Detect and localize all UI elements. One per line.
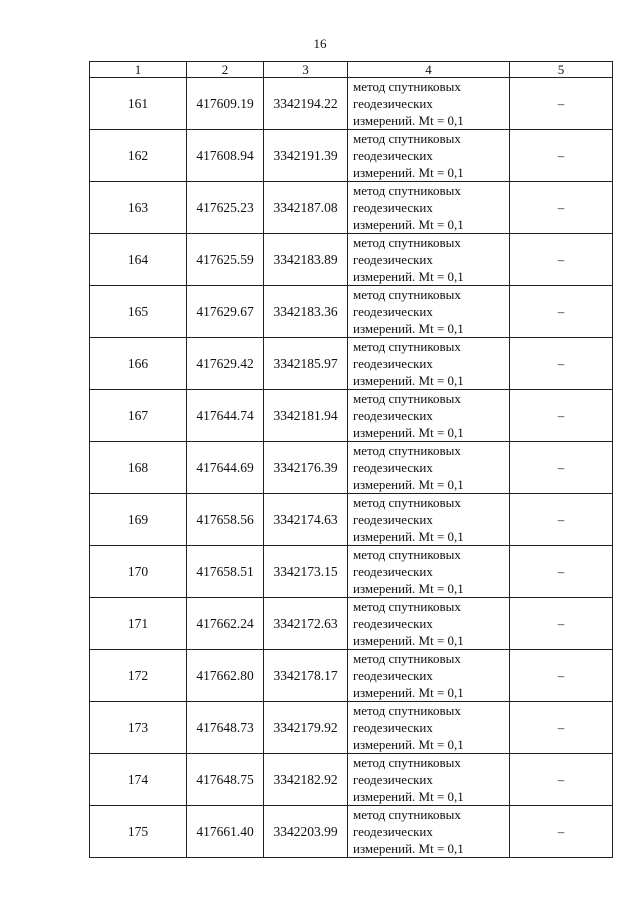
note-cell: – (510, 702, 613, 754)
method-cell (348, 702, 510, 754)
column-header-4: 4 (348, 62, 510, 78)
method-line: геодезических (353, 408, 433, 423)
column-header-2: 2 (187, 62, 264, 78)
method-line: геодезических (353, 616, 433, 631)
method-line: измерений. Mt = 0,1 (353, 633, 464, 648)
method-cell (348, 442, 510, 494)
x-coordinate-cell: 417658.51 (187, 546, 264, 598)
y-coordinate-cell: 3342191.39 (264, 130, 348, 182)
table-row (90, 442, 613, 494)
y-coordinate-cell: 3342182.92 (264, 754, 348, 806)
method-line: измерений. Mt = 0,1 (353, 217, 464, 232)
point-number-cell: 161 (90, 78, 187, 130)
method-line: геодезических (353, 304, 433, 319)
y-coordinate-cell: 3342172.63 (264, 598, 348, 650)
method-line: метод спутниковых (353, 287, 461, 302)
x-coordinate-cell: 417644.74 (187, 390, 264, 442)
y-coordinate-cell: 3342183.89 (264, 234, 348, 286)
y-coordinate-cell: 3342178.17 (264, 650, 348, 702)
table-row (90, 494, 613, 546)
point-number-cell: 163 (90, 182, 187, 234)
table-row (90, 546, 613, 598)
method-line: метод спутниковых (353, 235, 461, 250)
note-cell: – (510, 650, 613, 702)
method-line: измерений. Mt = 0,1 (353, 789, 464, 804)
method-line: геодезических (353, 252, 433, 267)
method-line: метод спутниковых (353, 339, 461, 354)
table-row (90, 806, 613, 858)
method-line: метод спутниковых (353, 703, 461, 718)
x-coordinate-cell: 417661.40 (187, 806, 264, 858)
method-cell (348, 338, 510, 390)
x-coordinate-cell: 417625.59 (187, 234, 264, 286)
y-coordinate-cell: 3342176.39 (264, 442, 348, 494)
y-coordinate-cell: 3342179.92 (264, 702, 348, 754)
x-coordinate-cell: 417658.56 (187, 494, 264, 546)
note-cell: – (510, 338, 613, 390)
method-line: измерений. Mt = 0,1 (353, 477, 464, 492)
method-cell (348, 546, 510, 598)
table-row (90, 702, 613, 754)
method-line: геодезических (353, 96, 433, 111)
method-cell (348, 78, 510, 130)
method-cell (348, 286, 510, 338)
column-header-1: 1 (90, 62, 187, 78)
method-line: геодезических (353, 512, 433, 527)
table-row (90, 598, 613, 650)
method-line: метод спутниковых (353, 79, 461, 94)
x-coordinate-cell: 417629.67 (187, 286, 264, 338)
x-coordinate-cell: 417608.94 (187, 130, 264, 182)
method-line: метод спутниковых (353, 131, 461, 146)
method-cell (348, 182, 510, 234)
method-cell (348, 494, 510, 546)
method-cell (348, 234, 510, 286)
point-number-cell: 166 (90, 338, 187, 390)
point-number-cell: 162 (90, 130, 187, 182)
point-number-cell: 173 (90, 702, 187, 754)
method-line: измерений. Mt = 0,1 (353, 425, 464, 440)
table-row (90, 234, 613, 286)
note-cell: – (510, 754, 613, 806)
y-coordinate-cell: 3342187.08 (264, 182, 348, 234)
table-body (90, 78, 613, 858)
column-header-5: 5 (510, 62, 613, 78)
y-coordinate-cell: 3342181.94 (264, 390, 348, 442)
method-cell (348, 806, 510, 858)
method-line: геодезических (353, 772, 433, 787)
note-cell: – (510, 78, 613, 130)
method-line: измерений. Mt = 0,1 (353, 581, 464, 596)
method-line: геодезических (353, 720, 433, 735)
point-number-cell: 165 (90, 286, 187, 338)
x-coordinate-cell: 417648.73 (187, 702, 264, 754)
y-coordinate-cell: 3342183.36 (264, 286, 348, 338)
method-line: геодезических (353, 148, 433, 163)
note-cell: – (510, 546, 613, 598)
point-number-cell: 175 (90, 806, 187, 858)
note-cell: – (510, 390, 613, 442)
method-line: метод спутниковых (353, 547, 461, 562)
y-coordinate-cell: 3342194.22 (264, 78, 348, 130)
table-header-row (90, 62, 613, 78)
table-row (90, 390, 613, 442)
method-line: геодезических (353, 460, 433, 475)
method-line: измерений. Mt = 0,1 (353, 841, 464, 856)
method-line: измерений. Mt = 0,1 (353, 321, 464, 336)
method-line: метод спутниковых (353, 755, 461, 770)
y-coordinate-cell: 3342174.63 (264, 494, 348, 546)
point-number-cell: 174 (90, 754, 187, 806)
table-row (90, 182, 613, 234)
coordinates-table (89, 61, 613, 858)
note-cell: – (510, 806, 613, 858)
y-coordinate-cell: 3342185.97 (264, 338, 348, 390)
y-coordinate-cell: 3342203.99 (264, 806, 348, 858)
note-cell: – (510, 182, 613, 234)
point-number-cell: 172 (90, 650, 187, 702)
note-cell: – (510, 442, 613, 494)
table-row (90, 338, 613, 390)
method-cell (348, 130, 510, 182)
note-cell: – (510, 598, 613, 650)
method-line: метод спутниковых (353, 651, 461, 666)
method-line: метод спутниковых (353, 443, 461, 458)
table-row (90, 78, 613, 130)
point-number-cell: 171 (90, 598, 187, 650)
note-cell: – (510, 494, 613, 546)
method-cell (348, 598, 510, 650)
column-header-3: 3 (264, 62, 348, 78)
method-line: геодезических (353, 356, 433, 371)
page-number: 16 (313, 36, 327, 51)
table-row (90, 286, 613, 338)
method-line: измерений. Mt = 0,1 (353, 165, 464, 180)
x-coordinate-cell: 417625.23 (187, 182, 264, 234)
method-cell (348, 754, 510, 806)
method-line: измерений. Mt = 0,1 (353, 685, 464, 700)
point-number-cell: 164 (90, 234, 187, 286)
table-row (90, 650, 613, 702)
x-coordinate-cell: 417644.69 (187, 442, 264, 494)
method-line: метод спутниковых (353, 807, 461, 822)
x-coordinate-cell: 417662.80 (187, 650, 264, 702)
method-line: измерений. Mt = 0,1 (353, 113, 464, 128)
method-line: геодезических (353, 824, 433, 839)
method-line: геодезических (353, 200, 433, 215)
table-row (90, 130, 613, 182)
y-coordinate-cell: 3342173.15 (264, 546, 348, 598)
method-line: измерений. Mt = 0,1 (353, 529, 464, 544)
method-cell (348, 650, 510, 702)
method-line: метод спутниковых (353, 599, 461, 614)
method-line: измерений. Mt = 0,1 (353, 737, 464, 752)
method-line: измерений. Mt = 0,1 (353, 373, 464, 388)
note-cell: – (510, 234, 613, 286)
point-number-cell: 169 (90, 494, 187, 546)
method-line: геодезических (353, 564, 433, 579)
x-coordinate-cell: 417609.19 (187, 78, 264, 130)
point-number-cell: 170 (90, 546, 187, 598)
x-coordinate-cell: 417629.42 (187, 338, 264, 390)
method-line: метод спутниковых (353, 495, 461, 510)
method-cell (348, 390, 510, 442)
x-coordinate-cell: 417648.75 (187, 754, 264, 806)
note-cell: – (510, 286, 613, 338)
method-line: измерений. Mt = 0,1 (353, 269, 464, 284)
note-cell: – (510, 130, 613, 182)
table-row (90, 754, 613, 806)
method-line: геодезических (353, 668, 433, 683)
point-number-cell: 168 (90, 442, 187, 494)
method-line: метод спутниковых (353, 391, 461, 406)
x-coordinate-cell: 417662.24 (187, 598, 264, 650)
method-line: метод спутниковых (353, 183, 461, 198)
point-number-cell: 167 (90, 390, 187, 442)
